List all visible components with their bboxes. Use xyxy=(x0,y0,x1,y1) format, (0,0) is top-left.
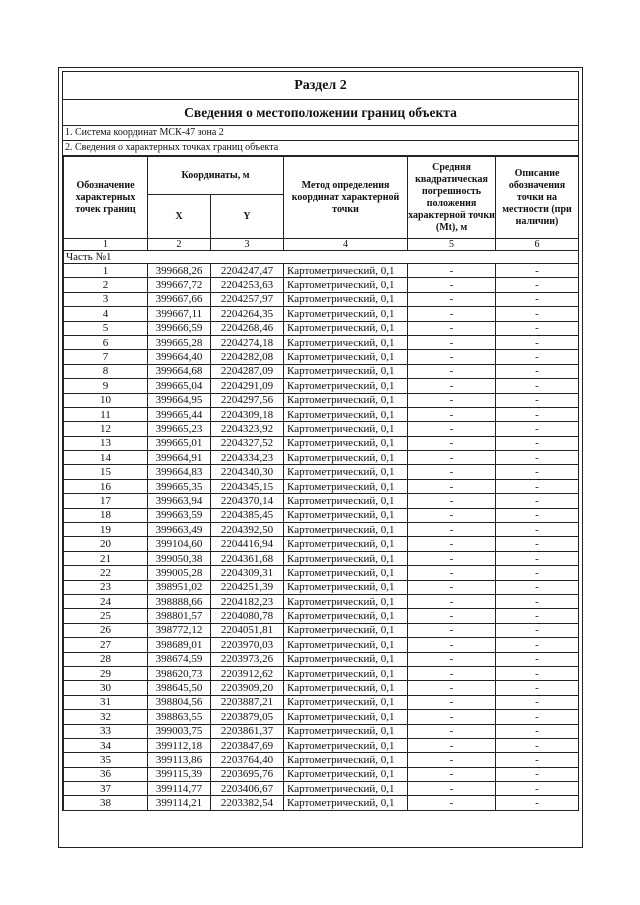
description-cell: - xyxy=(496,753,579,767)
error-cell: - xyxy=(408,609,496,623)
error-cell: - xyxy=(408,537,496,551)
method-cell: Картометрический, 0,1 xyxy=(284,782,408,796)
point-number-cell: 7 xyxy=(64,350,148,364)
point-number-cell: 15 xyxy=(64,465,148,479)
y-coordinate-cell: 2204340,30 xyxy=(211,465,284,479)
x-coordinate-cell: 399112,18 xyxy=(148,738,211,752)
description-cell: - xyxy=(496,321,579,335)
y-coordinate-cell: 2203909,20 xyxy=(211,681,284,695)
y-coordinate-cell: 2203382,54 xyxy=(211,796,284,810)
table-row xyxy=(64,609,579,623)
error-cell: - xyxy=(408,407,496,421)
point-number-cell: 4 xyxy=(64,307,148,321)
coordinate-system-line: 1. Система координат МСК-47 зона 2 xyxy=(63,126,578,141)
x-coordinate-cell: 399114,21 xyxy=(148,796,211,810)
description-cell: - xyxy=(496,623,579,637)
y-coordinate-cell: 2203847,69 xyxy=(211,738,284,752)
method-cell: Картометрический, 0,1 xyxy=(284,436,408,450)
x-coordinate-cell: 399113,86 xyxy=(148,753,211,767)
y-coordinate-cell: 2204080,78 xyxy=(211,609,284,623)
header-coordinates: Координаты, м xyxy=(148,157,284,195)
points-caption-line: 2. Сведения о характерных точках границ объекта xyxy=(63,141,578,156)
error-cell: - xyxy=(408,753,496,767)
y-coordinate-cell: 2204385,45 xyxy=(211,508,284,522)
error-cell: - xyxy=(408,379,496,393)
table-row xyxy=(64,695,579,709)
table-row xyxy=(64,508,579,522)
method-cell: Картометрический, 0,1 xyxy=(284,594,408,608)
point-number-cell: 20 xyxy=(64,537,148,551)
x-coordinate-cell: 398863,55 xyxy=(148,710,211,724)
description-cell: - xyxy=(496,292,579,306)
description-cell: - xyxy=(496,767,579,781)
y-coordinate-cell: 2204309,31 xyxy=(211,566,284,580)
y-coordinate-cell: 2203912,62 xyxy=(211,666,284,680)
table-row xyxy=(64,551,579,565)
error-cell: - xyxy=(408,451,496,465)
table-row xyxy=(64,537,579,551)
y-coordinate-cell: 2204282,08 xyxy=(211,350,284,364)
error-cell: - xyxy=(408,264,496,278)
x-coordinate-cell: 399665,04 xyxy=(148,379,211,393)
error-cell: - xyxy=(408,523,496,537)
method-cell: Картометрический, 0,1 xyxy=(284,523,408,537)
method-cell: Картометрический, 0,1 xyxy=(284,422,408,436)
table-row xyxy=(64,465,579,479)
y-coordinate-cell: 2203406,67 xyxy=(211,782,284,796)
y-coordinate-cell: 2204268,46 xyxy=(211,321,284,335)
method-cell: Картометрический, 0,1 xyxy=(284,494,408,508)
method-cell: Картометрический, 0,1 xyxy=(284,307,408,321)
description-cell: - xyxy=(496,681,579,695)
method-cell: Картометрический, 0,1 xyxy=(284,451,408,465)
table-row xyxy=(64,264,579,278)
x-coordinate-cell: 399115,39 xyxy=(148,767,211,781)
y-coordinate-cell: 2204361,68 xyxy=(211,551,284,565)
method-cell: Картометрический, 0,1 xyxy=(284,796,408,810)
y-coordinate-cell: 2204297,56 xyxy=(211,393,284,407)
description-cell: - xyxy=(496,738,579,752)
x-coordinate-cell: 399050,38 xyxy=(148,551,211,565)
table-row xyxy=(64,594,579,608)
y-coordinate-cell: 2204323,92 xyxy=(211,422,284,436)
table-row xyxy=(64,436,579,450)
y-coordinate-cell: 2204257,97 xyxy=(211,292,284,306)
point-number-cell: 31 xyxy=(64,695,148,709)
method-cell: Картометрический, 0,1 xyxy=(284,379,408,393)
table-row xyxy=(64,782,579,796)
y-coordinate-cell: 2203887,21 xyxy=(211,695,284,709)
y-coordinate-cell: 2203861,37 xyxy=(211,724,284,738)
error-cell: - xyxy=(408,508,496,522)
y-coordinate-cell: 2204264,35 xyxy=(211,307,284,321)
method-cell: Картометрический, 0,1 xyxy=(284,609,408,623)
document-title: Сведения о местоположении границ объекта xyxy=(63,100,578,126)
table-row xyxy=(64,738,579,752)
description-cell: - xyxy=(496,695,579,709)
table-row xyxy=(64,523,579,537)
method-cell: Картометрический, 0,1 xyxy=(284,537,408,551)
error-cell: - xyxy=(408,580,496,594)
table-row xyxy=(64,379,579,393)
point-number-cell: 8 xyxy=(64,364,148,378)
error-cell: - xyxy=(408,307,496,321)
description-cell: - xyxy=(496,335,579,349)
y-coordinate-cell: 2204253,63 xyxy=(211,278,284,292)
point-number-cell: 22 xyxy=(64,566,148,580)
table-row xyxy=(64,407,579,421)
description-cell: - xyxy=(496,594,579,608)
point-number-cell: 26 xyxy=(64,623,148,637)
point-number-cell: 21 xyxy=(64,551,148,565)
table-row xyxy=(64,666,579,680)
description-cell: - xyxy=(496,638,579,652)
error-cell: - xyxy=(408,767,496,781)
method-cell: Картометрический, 0,1 xyxy=(284,681,408,695)
table-row xyxy=(64,753,579,767)
y-coordinate-cell: 2204370,14 xyxy=(211,494,284,508)
description-cell: - xyxy=(496,652,579,666)
method-cell: Картометрический, 0,1 xyxy=(284,292,408,306)
x-coordinate-cell: 399663,94 xyxy=(148,494,211,508)
point-number-cell: 5 xyxy=(64,321,148,335)
point-number-cell: 2 xyxy=(64,278,148,292)
point-number-cell: 35 xyxy=(64,753,148,767)
point-number-cell: 13 xyxy=(64,436,148,450)
x-coordinate-cell: 399667,72 xyxy=(148,278,211,292)
column-number: 3 xyxy=(211,239,284,251)
point-number-cell: 37 xyxy=(64,782,148,796)
point-number-cell: 30 xyxy=(64,681,148,695)
table-row xyxy=(64,393,579,407)
table-row xyxy=(64,422,579,436)
column-number: 2 xyxy=(148,239,211,251)
x-coordinate-cell: 398674,59 xyxy=(148,652,211,666)
header-y: Y xyxy=(211,195,284,239)
point-number-cell: 11 xyxy=(64,407,148,421)
y-coordinate-cell: 2203973,26 xyxy=(211,652,284,666)
description-cell: - xyxy=(496,494,579,508)
method-cell: Картометрический, 0,1 xyxy=(284,393,408,407)
x-coordinate-cell: 398772,12 xyxy=(148,623,211,637)
error-cell: - xyxy=(408,321,496,335)
point-number-cell: 33 xyxy=(64,724,148,738)
point-number-cell: 10 xyxy=(64,393,148,407)
x-coordinate-cell: 399664,91 xyxy=(148,451,211,465)
section-heading: Раздел 2 xyxy=(63,72,578,100)
y-coordinate-cell: 2203695,76 xyxy=(211,767,284,781)
x-coordinate-cell: 399005,28 xyxy=(148,566,211,580)
error-cell: - xyxy=(408,350,496,364)
x-coordinate-cell: 399665,44 xyxy=(148,407,211,421)
column-number: 6 xyxy=(496,239,579,251)
method-cell: Картометрический, 0,1 xyxy=(284,465,408,479)
table-row xyxy=(64,710,579,724)
point-number-cell: 19 xyxy=(64,523,148,537)
x-coordinate-cell: 399664,83 xyxy=(148,465,211,479)
header-error: Средняя квадратическая погрешность положения характерной точки (Mt), м xyxy=(408,157,496,239)
method-cell: Картометрический, 0,1 xyxy=(284,710,408,724)
x-coordinate-cell: 399665,28 xyxy=(148,335,211,349)
x-coordinate-cell: 398804,56 xyxy=(148,695,211,709)
error-cell: - xyxy=(408,335,496,349)
description-cell: - xyxy=(496,407,579,421)
description-cell: - xyxy=(496,350,579,364)
table-row xyxy=(64,494,579,508)
point-number-cell: 34 xyxy=(64,738,148,752)
description-cell: - xyxy=(496,666,579,680)
x-coordinate-cell: 398801,57 xyxy=(148,609,211,623)
point-number-cell: 3 xyxy=(64,292,148,306)
description-cell: - xyxy=(496,451,579,465)
method-cell: Картометрический, 0,1 xyxy=(284,364,408,378)
description-cell: - xyxy=(496,523,579,537)
x-coordinate-cell: 399665,01 xyxy=(148,436,211,450)
point-number-cell: 18 xyxy=(64,508,148,522)
x-coordinate-cell: 398645,50 xyxy=(148,681,211,695)
description-cell: - xyxy=(496,724,579,738)
x-coordinate-cell: 399104,60 xyxy=(148,537,211,551)
document-table-frame xyxy=(62,71,579,811)
point-number-cell: 1 xyxy=(64,264,148,278)
description-cell: - xyxy=(496,551,579,565)
x-coordinate-cell: 399668,26 xyxy=(148,264,211,278)
method-cell: Картометрический, 0,1 xyxy=(284,551,408,565)
x-coordinate-cell: 399667,66 xyxy=(148,292,211,306)
y-coordinate-cell: 2203764,40 xyxy=(211,753,284,767)
error-cell: - xyxy=(408,724,496,738)
description-cell: - xyxy=(496,307,579,321)
method-cell: Картометрический, 0,1 xyxy=(284,580,408,594)
table-row xyxy=(64,292,579,306)
method-cell: Картометрический, 0,1 xyxy=(284,278,408,292)
x-coordinate-cell: 399664,68 xyxy=(148,364,211,378)
method-cell: Картометрический, 0,1 xyxy=(284,753,408,767)
description-cell: - xyxy=(496,479,579,493)
point-number-cell: 28 xyxy=(64,652,148,666)
description-cell: - xyxy=(496,364,579,378)
error-cell: - xyxy=(408,738,496,752)
x-coordinate-cell: 399665,35 xyxy=(148,479,211,493)
error-cell: - xyxy=(408,364,496,378)
table-row xyxy=(64,335,579,349)
error-cell: - xyxy=(408,623,496,637)
method-cell: Картометрический, 0,1 xyxy=(284,767,408,781)
x-coordinate-cell: 399667,11 xyxy=(148,307,211,321)
point-number-cell: 36 xyxy=(64,767,148,781)
error-cell: - xyxy=(408,292,496,306)
point-number-cell: 9 xyxy=(64,379,148,393)
point-number-cell: 38 xyxy=(64,796,148,810)
header-method: Метод определения координат характерной точки xyxy=(284,157,408,239)
description-cell: - xyxy=(496,379,579,393)
method-cell: Картометрический, 0,1 xyxy=(284,321,408,335)
column-number: 5 xyxy=(408,239,496,251)
description-cell: - xyxy=(496,580,579,594)
x-coordinate-cell: 399114,77 xyxy=(148,782,211,796)
description-cell: - xyxy=(496,508,579,522)
y-coordinate-cell: 2204334,23 xyxy=(211,451,284,465)
description-cell: - xyxy=(496,796,579,810)
table-row xyxy=(64,451,579,465)
description-cell: - xyxy=(496,566,579,580)
point-number-cell: 25 xyxy=(64,609,148,623)
method-cell: Картометрический, 0,1 xyxy=(284,335,408,349)
error-cell: - xyxy=(408,465,496,479)
x-coordinate-cell: 399003,75 xyxy=(148,724,211,738)
y-coordinate-cell: 2204274,18 xyxy=(211,335,284,349)
error-cell: - xyxy=(408,652,496,666)
x-coordinate-cell: 399664,95 xyxy=(148,393,211,407)
description-cell: - xyxy=(496,710,579,724)
method-cell: Картометрический, 0,1 xyxy=(284,652,408,666)
table-row xyxy=(64,580,579,594)
y-coordinate-cell: 2203970,03 xyxy=(211,638,284,652)
description-cell: - xyxy=(496,436,579,450)
y-coordinate-cell: 2204327,52 xyxy=(211,436,284,450)
point-number-cell: 16 xyxy=(64,479,148,493)
points-table-body xyxy=(64,264,579,811)
error-cell: - xyxy=(408,681,496,695)
header-designation: Обозначение характерных точек границ xyxy=(64,157,148,239)
description-cell: - xyxy=(496,465,579,479)
error-cell: - xyxy=(408,494,496,508)
point-number-cell: 6 xyxy=(64,335,148,349)
description-cell: - xyxy=(496,422,579,436)
header-description: Описание обозначения точки на местности (при наличии) xyxy=(496,157,579,239)
point-number-cell: 32 xyxy=(64,710,148,724)
x-coordinate-cell: 398689,01 xyxy=(148,638,211,652)
x-coordinate-cell: 399666,59 xyxy=(148,321,211,335)
point-number-cell: 29 xyxy=(64,666,148,680)
y-coordinate-cell: 2204392,50 xyxy=(211,523,284,537)
y-coordinate-cell: 2204309,18 xyxy=(211,407,284,421)
point-number-cell: 24 xyxy=(64,594,148,608)
y-coordinate-cell: 2203879,05 xyxy=(211,710,284,724)
method-cell: Картометрический, 0,1 xyxy=(284,695,408,709)
point-number-cell: 23 xyxy=(64,580,148,594)
description-cell: - xyxy=(496,537,579,551)
description-cell: - xyxy=(496,393,579,407)
method-cell: Картометрический, 0,1 xyxy=(284,738,408,752)
method-cell: Картометрический, 0,1 xyxy=(284,479,408,493)
error-cell: - xyxy=(408,278,496,292)
error-cell: - xyxy=(408,436,496,450)
table-row xyxy=(64,350,579,364)
points-table xyxy=(63,156,579,811)
x-coordinate-cell: 399663,49 xyxy=(148,523,211,537)
header-x: X xyxy=(148,195,211,239)
table-row xyxy=(64,623,579,637)
table-row xyxy=(64,364,579,378)
error-cell: - xyxy=(408,796,496,810)
table-row xyxy=(64,767,579,781)
point-number-cell: 17 xyxy=(64,494,148,508)
method-cell: Картометрический, 0,1 xyxy=(284,350,408,364)
error-cell: - xyxy=(408,479,496,493)
x-coordinate-cell: 399663,59 xyxy=(148,508,211,522)
method-cell: Картометрический, 0,1 xyxy=(284,566,408,580)
method-cell: Картометрический, 0,1 xyxy=(284,264,408,278)
error-cell: - xyxy=(408,638,496,652)
point-number-cell: 12 xyxy=(64,422,148,436)
method-cell: Картометрический, 0,1 xyxy=(284,623,408,637)
error-cell: - xyxy=(408,710,496,724)
y-coordinate-cell: 2204291,09 xyxy=(211,379,284,393)
error-cell: - xyxy=(408,551,496,565)
method-cell: Картометрический, 0,1 xyxy=(284,666,408,680)
x-coordinate-cell: 398888,66 xyxy=(148,594,211,608)
error-cell: - xyxy=(408,666,496,680)
y-coordinate-cell: 2204345,15 xyxy=(211,479,284,493)
error-cell: - xyxy=(408,695,496,709)
x-coordinate-cell: 399664,40 xyxy=(148,350,211,364)
description-cell: - xyxy=(496,264,579,278)
table-row xyxy=(64,321,579,335)
table-row xyxy=(64,724,579,738)
point-number-cell: 27 xyxy=(64,638,148,652)
table-row xyxy=(64,681,579,695)
table-row xyxy=(64,307,579,321)
point-number-cell: 14 xyxy=(64,451,148,465)
column-number: 1 xyxy=(64,239,148,251)
column-number: 4 xyxy=(284,239,408,251)
description-cell: - xyxy=(496,609,579,623)
method-cell: Картометрический, 0,1 xyxy=(284,638,408,652)
error-cell: - xyxy=(408,422,496,436)
y-coordinate-cell: 2204416,94 xyxy=(211,537,284,551)
method-cell: Картометрический, 0,1 xyxy=(284,724,408,738)
table-row xyxy=(64,796,579,810)
y-coordinate-cell: 2204251,39 xyxy=(211,580,284,594)
x-coordinate-cell: 399665,23 xyxy=(148,422,211,436)
y-coordinate-cell: 2204051,81 xyxy=(211,623,284,637)
y-coordinate-cell: 2204287,09 xyxy=(211,364,284,378)
method-cell: Картометрический, 0,1 xyxy=(284,407,408,421)
table-row xyxy=(64,479,579,493)
error-cell: - xyxy=(408,782,496,796)
method-cell: Картометрический, 0,1 xyxy=(284,508,408,522)
table-row xyxy=(64,566,579,580)
error-cell: - xyxy=(408,393,496,407)
y-coordinate-cell: 2204247,47 xyxy=(211,264,284,278)
table-row xyxy=(64,278,579,292)
description-cell: - xyxy=(496,782,579,796)
y-coordinate-cell: 2204182,23 xyxy=(211,594,284,608)
part-label: Часть №1 xyxy=(64,251,579,264)
description-cell: - xyxy=(496,278,579,292)
table-row xyxy=(64,652,579,666)
error-cell: - xyxy=(408,594,496,608)
error-cell: - xyxy=(408,566,496,580)
table-row xyxy=(64,638,579,652)
x-coordinate-cell: 398951,02 xyxy=(148,580,211,594)
x-coordinate-cell: 398620,73 xyxy=(148,666,211,680)
